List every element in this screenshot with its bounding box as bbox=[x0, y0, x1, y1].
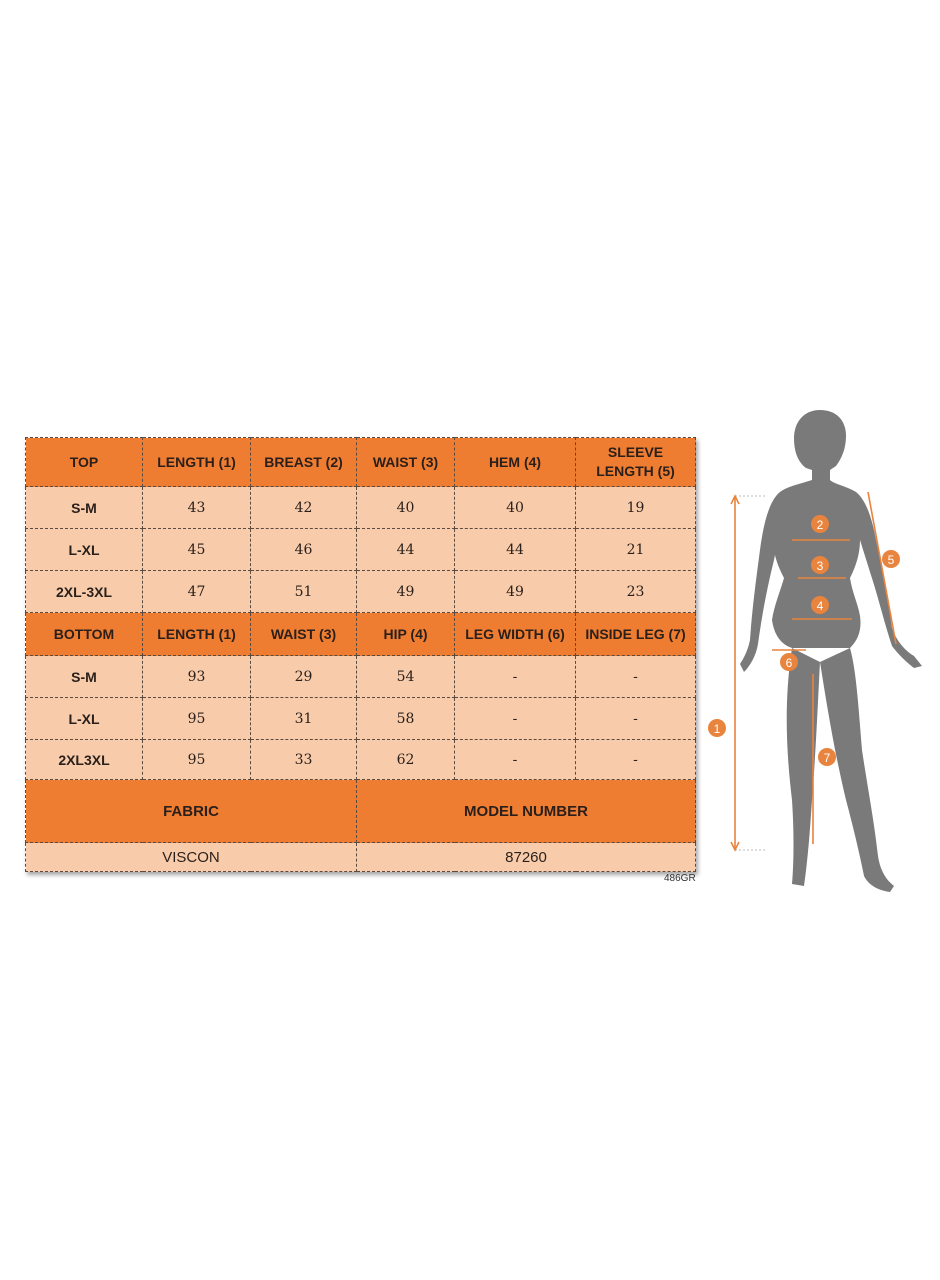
marker-5 bbox=[882, 550, 900, 568]
svg-text:2: 2 bbox=[816, 518, 824, 532]
marker-4 bbox=[811, 596, 829, 614]
silhouette bbox=[740, 410, 922, 892]
value-cell: - bbox=[576, 656, 696, 698]
bottom-header-row bbox=[26, 613, 696, 656]
value-cell: 29 bbox=[251, 656, 357, 698]
value-cell: - bbox=[455, 740, 576, 780]
size-cell: S-M bbox=[26, 656, 143, 698]
value-cell: 44 bbox=[455, 529, 576, 571]
value-cell: - bbox=[576, 740, 696, 780]
top-header-cell: WAIST (3) bbox=[357, 438, 455, 487]
value-cell: 45 bbox=[143, 529, 251, 571]
svg-text:3: 3 bbox=[816, 559, 824, 573]
bottom-header-cell: HIP (4) bbox=[357, 613, 455, 656]
value-cell: 47 bbox=[143, 571, 251, 613]
table-row bbox=[26, 656, 696, 698]
top-header-row bbox=[26, 438, 696, 487]
body-measurement-figure bbox=[700, 400, 940, 910]
svg-text:6: 6 bbox=[785, 656, 793, 670]
fabric-value: VISCON bbox=[26, 843, 357, 872]
value-cell: 21 bbox=[576, 529, 696, 571]
size-cell: L-XL bbox=[26, 698, 143, 740]
marker-2 bbox=[811, 515, 829, 533]
value-cell: 44 bbox=[357, 529, 455, 571]
table-row bbox=[26, 571, 696, 613]
value-cell: 19 bbox=[576, 487, 696, 529]
value-cell: 43 bbox=[143, 487, 251, 529]
marker-6 bbox=[780, 653, 798, 671]
table-row bbox=[26, 740, 696, 780]
marker-3 bbox=[811, 556, 829, 574]
size-chart-table bbox=[25, 437, 696, 872]
value-cell: 31 bbox=[251, 698, 357, 740]
marker-1 bbox=[708, 719, 726, 737]
value-cell: 51 bbox=[251, 571, 357, 613]
fabric-value-row bbox=[26, 843, 696, 872]
top-header-cell: TOP bbox=[26, 438, 143, 487]
model-number-label: MODEL NUMBER bbox=[357, 780, 696, 843]
top-header-cell: BREAST (2) bbox=[251, 438, 357, 487]
value-cell: - bbox=[455, 698, 576, 740]
value-cell: 62 bbox=[357, 740, 455, 780]
value-cell: - bbox=[455, 656, 576, 698]
value-cell: 93 bbox=[143, 656, 251, 698]
size-cell: L-XL bbox=[26, 529, 143, 571]
bottom-header-cell: LEG WIDTH (6) bbox=[455, 613, 576, 656]
model-number-value: 87260 bbox=[357, 843, 696, 872]
value-cell: 54 bbox=[357, 656, 455, 698]
svg-text:4: 4 bbox=[816, 599, 824, 613]
fabric-header-row bbox=[26, 780, 696, 843]
value-cell: 95 bbox=[143, 740, 251, 780]
top-header-cell: LENGTH (1) bbox=[143, 438, 251, 487]
size-cell: S-M bbox=[26, 487, 143, 529]
size-cell: 2XL3XL bbox=[26, 740, 143, 780]
value-cell: - bbox=[576, 698, 696, 740]
bottom-header-cell: LENGTH (1) bbox=[143, 613, 251, 656]
value-cell: 49 bbox=[455, 571, 576, 613]
value-cell: 33 bbox=[251, 740, 357, 780]
size-cell: 2XL-3XL bbox=[26, 571, 143, 613]
value-cell: 40 bbox=[455, 487, 576, 529]
bottom-header-cell: INSIDE LEG (7) bbox=[576, 613, 696, 656]
svg-text:5: 5 bbox=[887, 553, 895, 567]
table-row bbox=[26, 487, 696, 529]
bottom-header-cell: BOTTOM bbox=[26, 613, 143, 656]
bottom-header-cell: WAIST (3) bbox=[251, 613, 357, 656]
top-header-cell: SLEEVE LENGTH (5) bbox=[576, 438, 696, 487]
value-cell: 46 bbox=[251, 529, 357, 571]
fabric-label: FABRIC bbox=[26, 780, 357, 843]
table-row bbox=[26, 698, 696, 740]
svg-text:7: 7 bbox=[823, 751, 831, 765]
value-cell: 95 bbox=[143, 698, 251, 740]
value-cell: 23 bbox=[576, 571, 696, 613]
value-cell: 42 bbox=[251, 487, 357, 529]
marker-7 bbox=[818, 748, 836, 766]
top-header-cell: HEM (4) bbox=[455, 438, 576, 487]
value-cell: 58 bbox=[357, 698, 455, 740]
table-row bbox=[26, 529, 696, 571]
value-cell: 40 bbox=[357, 487, 455, 529]
svg-text:1: 1 bbox=[713, 722, 721, 736]
product-code: 486GR bbox=[664, 873, 696, 884]
value-cell: 49 bbox=[357, 571, 455, 613]
